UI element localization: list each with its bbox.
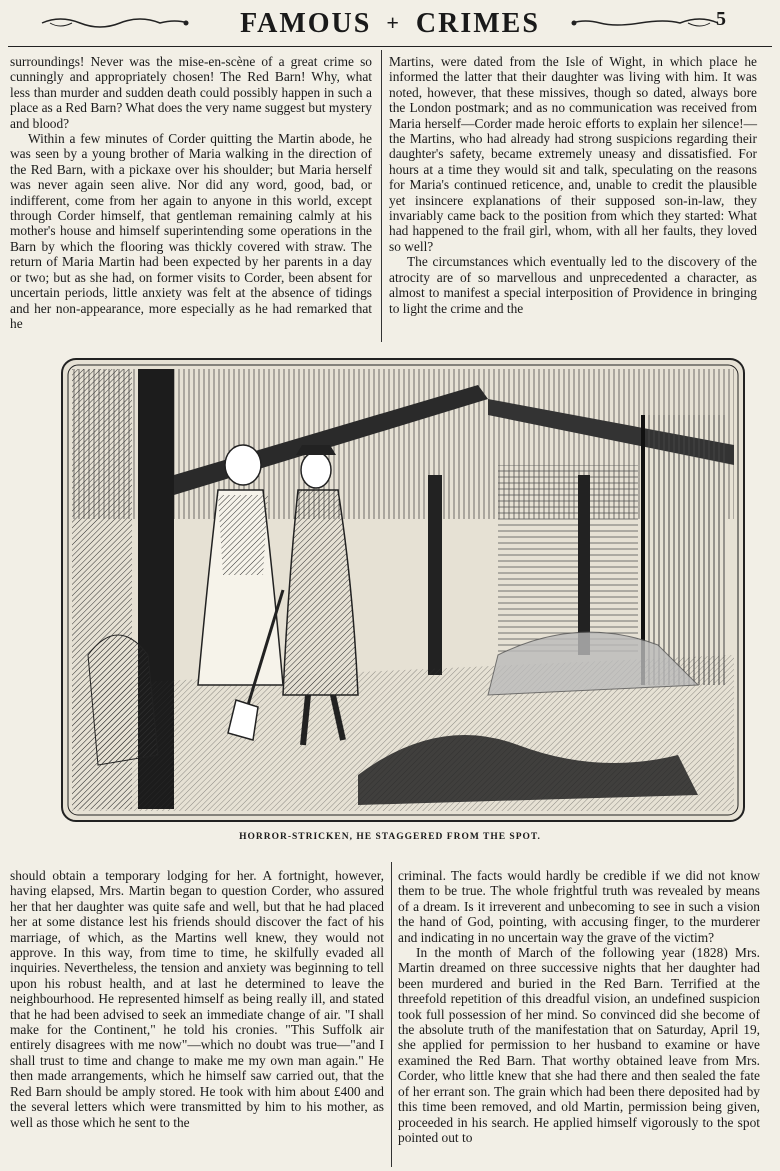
top-left-column xyxy=(10,54,372,331)
page-header xyxy=(0,0,780,48)
header-rule xyxy=(8,46,772,47)
page-number: 5 xyxy=(716,8,726,30)
paragraph: The circumstances which eventually led to the discovery of the atrocity are of so marvellous and unprecedented a character, as almost to manifest a special interposition of Providence in bringing to light the crime and the xyxy=(389,254,757,316)
paragraph: Within a few minutes of Corder quitting the Martin abode, he was seen by a young brother of Maria walking in the direction of the Red Barn, with a pickaxe over his shoulder; but Maria herself was never again seen alive. Nor did any word, good, bad, or indifferent, come from her again to anyone in this world, except through Corder himself, that gentleman remaining calmly at his mother's house and himself superintending some operations in the Barn by which the flooring was thickly covered with straw. The return of Maria Martin had been expected by her parents in a day or two; but as she had, on former visits to Corder, been absent for uncertain periods, little anxiety was felt at the absence of tidings and her non-appearance, more especially as he had remarked that he xyxy=(10,131,372,331)
engraving-illustration xyxy=(58,355,748,825)
column-divider-top xyxy=(381,50,382,342)
column-divider-bottom xyxy=(391,862,392,1167)
paragraph: criminal. The facts would hardly be credible if we did not know them to be true. The whole frightful truth was revealed by means of a dream. Is it irreverent and unbecoming to see in such a vision the hand of God, pointing, with accusing finger, to the murderer and indicating in no uncertain way the grave of the victim? xyxy=(398,868,760,945)
top-right-column xyxy=(389,54,757,316)
masthead-word-crimes: CRIMES xyxy=(415,8,540,39)
paragraph: should obtain a temporary lodging for her. A fortnight, however, having elapsed, Mrs. Martin began to question Corder, who assured her that her daughter was quite safe and well, but that he had placed her at some distance lest his friends should discover the fact of his marriage, of which, as the Martins well knew, they would not approve. In this way, from time to time, he skilfully evaded all inquiries. Nevertheless, the tension and anxiety was beginning to tell upon his robust health, and at last he determined to leave the neighbourhood. He represented himself as being really ill, and stated that he had been advised to seek an immediate change of air. "I shall make for the Continent," he told his cronies. "This Suffolk air entirely disagrees with me now"—which no doubt was true—"and I shall trust to time and change to make me my own man again." He then made arrangements, which he himself saw carried out, that the Red Barn should be amply stored. He took with him about £400 and the several letters which were transmitted by him to his mother, as well as those which he sent to the xyxy=(10,868,384,1130)
masthead-word-famous: FAMOUS xyxy=(240,8,372,39)
paragraph: In the month of March of the following year (1828) Mrs. Martin dreamed on three successive nights that her daughter had been murdered and buried in the Red Barn. Terrified at the threefold repetition of this dreadful vision, an undefined suspicion took full possession of her mind. So convinced did she become of the absolute truth of the manifestation that on Saturday, April 19, she applied for permission to her husband to examine or have examined the Red Barn. That worthy obtained leave from Mrs. Corder, who little knew that she had there and then sealed the fate of her errant son. The grain which had been there deposited had by this time been removed, and old Martin, permission being given, proceeded in his search. He applied himself vigorously to the spot pointed out to xyxy=(398,945,760,1145)
illustration-caption: HORROR-STRICKEN, HE STAGGERED FROM THE SPOT. xyxy=(239,832,541,842)
right-flourish-ornament xyxy=(570,14,720,32)
paragraph: surroundings! Never was the mise-en-scène of a great crime so cunningly and appropriately chosen! The Red Barn! Why, what less than murder and sudden death could possibly happen in such a place as a Red Barn? What does the very name suggest but mystery and blood? xyxy=(10,54,372,131)
bottom-left-column xyxy=(10,868,384,1130)
paragraph: Martins, were dated from the Isle of Wight, in which place he informed the latter that their daughter was living with him. It was noted, however, that these missives, though so dated, always bore the London postmark; and as no communication was received from Maria herself—Corder made heroic efforts to explain her silence!—the Martins, who had already had strong suspicions regarding their daughter's safety, became extremely uneasy and dissatisfied. For hours at a time they would sit and talk, speculating on the reasons for Maria's continued reticence, and, unable to credit the plausible yet insincere explanations of their supposed son-in-law, they invariably came back to the position from which they started: What had happened to the frail girl, whom, with all her faults, they loved so well? xyxy=(389,54,757,254)
masthead-separator: + xyxy=(386,10,401,35)
bottom-right-column xyxy=(398,868,760,1145)
